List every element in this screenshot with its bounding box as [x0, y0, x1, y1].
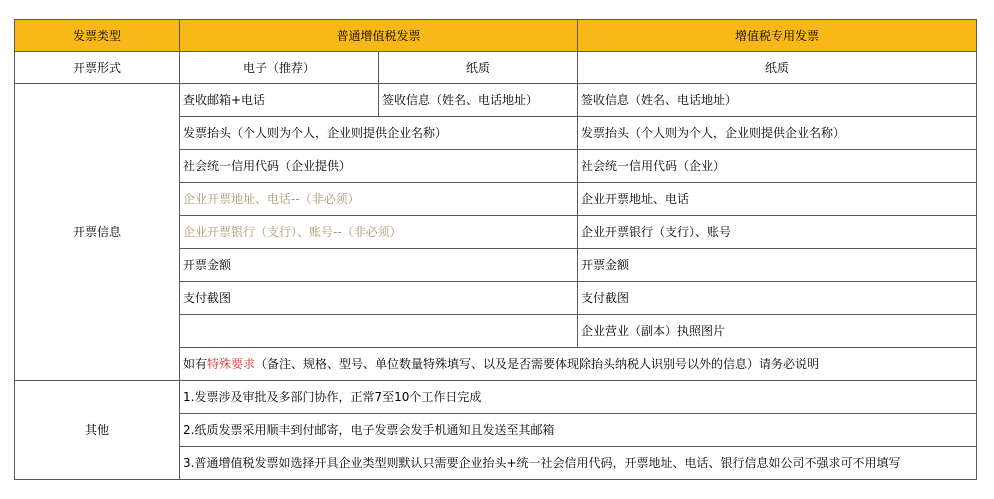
invoice-type-header: 发票类型	[15, 20, 180, 52]
normal-vat-invoice-header: 普通增值税发票	[180, 20, 578, 52]
normal-electronic-contact: 查收邮箱+电话	[180, 84, 379, 117]
normal-payment-screenshot-field: 支付截图	[180, 282, 578, 315]
normal-electronic-mode: 电子（推荐）	[180, 52, 379, 84]
invoice-info-label: 开票信息	[15, 84, 180, 381]
normal-paper-mode: 纸质	[379, 52, 578, 84]
other-row	[15, 381, 977, 414]
special-payment-screenshot-field: 支付截图	[578, 282, 977, 315]
special-title-field: 发票抬头（个人则为个人，企业则提供企业名称）	[578, 117, 977, 150]
special-request-highlight: 特殊要求	[207, 357, 256, 371]
issue-mode-label: 开票形式	[15, 52, 180, 84]
special-amount-field: 开票金额	[578, 249, 977, 282]
other-item: 3.普通增值税发票如选择开具企业类型则默认只需要企业抬头+统一社会信用代码，开票地址、电话、银行信息如公司不强求可不用填写	[180, 447, 977, 480]
other-label: 其他	[15, 381, 180, 480]
other-item: 2.纸质发票采用顺丰到付邮寄，电子发票会发手机通知且发送至其邮箱	[180, 414, 977, 447]
normal-title-field: 发票抬头（个人则为个人，企业则提供企业名称）	[180, 117, 578, 150]
other-item: 1.发票涉及审批及多部门协作，正常7至10个工作日完成	[180, 381, 977, 414]
special-license-field: 企业营业（副本）执照图片	[578, 315, 977, 348]
normal-paper-contact: 签收信息（姓名、电话地址）	[379, 84, 578, 117]
special-address-field: 企业开票地址、电话	[578, 183, 977, 216]
special-paper-mode: 纸质	[578, 52, 977, 84]
special-request-note	[180, 348, 977, 381]
note-prefix: 如有	[183, 357, 208, 371]
info-row	[15, 84, 977, 117]
normal-amount-field: 开票金额	[180, 249, 578, 282]
special-vat-invoice-header: 增值税专用发票	[578, 20, 977, 52]
header-row	[15, 20, 977, 52]
special-credit-code-field: 社会统一信用代码（企业）	[578, 150, 977, 183]
normal-bank-field: 企业开票银行（支行）、账号--（非必须）	[180, 216, 578, 249]
special-bank-field: 企业开票银行（支行）、账号	[578, 216, 977, 249]
special-contact: 签收信息（姓名、电话地址）	[578, 84, 977, 117]
invoice-info-table	[14, 19, 977, 480]
normal-address-field: 企业开票地址、电话--（非必须）	[180, 183, 578, 216]
normal-empty-cell	[180, 315, 578, 348]
issue-mode-row	[15, 52, 977, 84]
note-suffix: （备注、规格、型号、单位数量特殊填写、以及是否需要体现除抬头纳税人识别号以外的信息）请务必说明	[255, 357, 820, 371]
normal-credit-code-field: 社会统一信用代码（企业提供）	[180, 150, 578, 183]
